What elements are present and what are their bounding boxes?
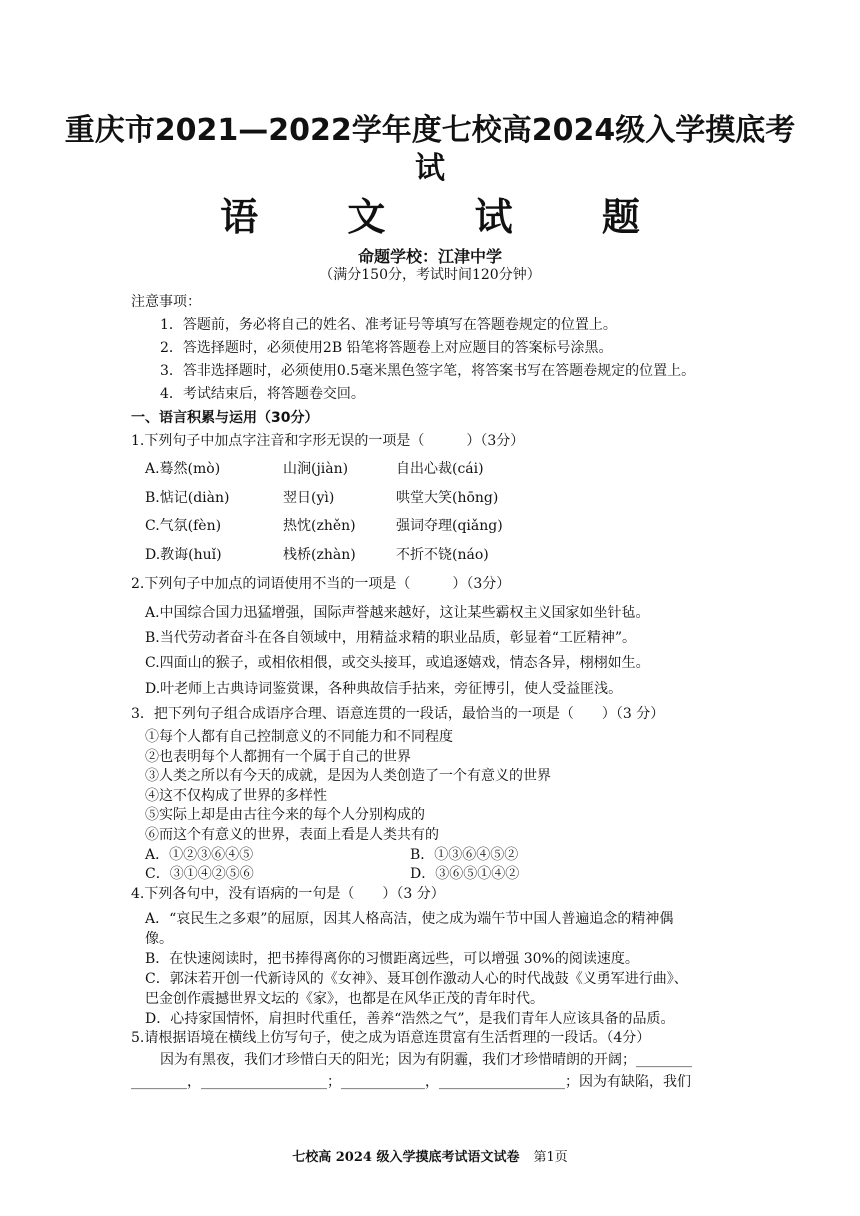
subject-title: 语 文 试 题 xyxy=(220,195,678,239)
exam-title-line1: 重庆市2021—2022学年度七校高2024级入学摸底考 xyxy=(64,113,796,148)
q2-option: B.当代劳动者奋斗在各自领域中，用精益求精的职业品质，彰显着“工匠精神”。 xyxy=(145,630,637,646)
q4-line: D．心持家国情怀，肩担时代重任，善养“浩然之气”，是我们青年人应该具备的品质。 xyxy=(145,1011,675,1027)
notice-item: 1．答题前，务必将自己的姓名、准考证号等填写在答题卷规定的位置上。 xyxy=(160,317,617,333)
notice-item: 4．考试结束后，将答题卷交回。 xyxy=(160,386,365,402)
q3-option: A．①②③⑥④⑤ xyxy=(145,847,254,863)
q1-option-cell: B.惦记(diàn) xyxy=(145,490,230,506)
q1-option-cell: D.教诲(huǐ) xyxy=(145,547,222,563)
score-time-line: （满分150分，考试时间120分钟） xyxy=(319,267,541,283)
school-line: 命题学校：江津中学 xyxy=(357,247,502,266)
notice-heading: 注意事项： xyxy=(131,294,201,310)
notice-item: 3．答非选择题时，必须使用0.5毫米黑色签字笔，将答案书写在答题卷规定的位置上。 xyxy=(160,363,696,379)
q5-line: 因为有黑夜，我们才珍惜白天的阳光；因为有阴霾，我们才珍惜晴朗的开阔；________ xyxy=(160,1052,692,1068)
q3-option: C．③①④②⑤⑥ xyxy=(145,866,254,882)
q2-option: D.叶老师上古典诗词鉴赏课，各种典故信手拈来，旁征博引，使人受益匪浅。 xyxy=(145,681,623,697)
q1-stem: 1.下列句子中加点字注音和字形无误的一项是（ ）（3分） xyxy=(131,433,525,449)
footer-text: 七校高 2024 级入学摸底考试语文试卷 xyxy=(292,1150,520,1165)
q3-option: D．③⑥⑤①④② xyxy=(410,866,520,882)
q1-option-cell: 不折不铙(náo) xyxy=(396,547,489,563)
q3-sentence: ④这不仅构成了世界的多样性 xyxy=(145,788,327,804)
q1-option-cell: 山涧(jiàn) xyxy=(283,461,349,477)
q5-line: ________，__________________；____________，__________________；因为有缺陷，我们 xyxy=(131,1074,691,1090)
q3-sentence: ⑤实际上却是由古往今来的每个人分别构成的 xyxy=(145,807,425,823)
q3-stem: 3．把下列句子组合成语序合理、语意连贯的一段话，最恰当的一项是（ ）（3 分） xyxy=(131,706,665,722)
q1-option-cell: 强词夺理(qiǎng) xyxy=(396,518,503,534)
q4-stem: 4.下列各句中，没有语病的一句是（ ）（3 分） xyxy=(131,886,445,902)
q1-option-cell: 热忱(zhěn) xyxy=(283,518,356,534)
q4-line: 巴金创作震撼世界文坛的《家》，也都是在风华正茂的青年时代。 xyxy=(145,991,544,1007)
q2-option: C.四面山的猴子，或相依相偎，或交头接耳，或追逐嬉戏，情态各异，栩栩如生。 xyxy=(145,655,650,671)
notice-item: 2．答选择题时，必须使用2B 铅笔将答题卷上对应题目的答案标号涂黑。 xyxy=(160,340,613,356)
q1-option-cell: A.蓦然(mò) xyxy=(145,461,221,477)
q5-stem: 5.请根据语境在横线上仿写句子，使之成为语意连贯富有生活哲理的一段话。（4分） xyxy=(131,1030,651,1046)
q1-option-cell: 自出心裁(cái) xyxy=(396,461,484,477)
q3-sentence: ①每个人都有自己控制意义的不同能力和不同程度 xyxy=(145,729,453,745)
q1-option-cell: 栈桥(zhàn) xyxy=(283,547,356,563)
exam-title-line2: 试 xyxy=(415,151,445,186)
q3-sentence: ⑥而这个有意义的世界，表面上看是人类共有的 xyxy=(145,827,439,843)
q1-option-cell: 哄堂大笑(hōng) xyxy=(396,490,499,506)
q4-line: C．郭沫若开创一代新诗风的《女神》、聂耳创作激动人心的时代战鼓《义勇军进行曲》、 xyxy=(145,971,688,987)
q2-option: A.中国综合国力迅猛增强，国际声誉越来越好，这让某些霸权主义国家如坐针毡。 xyxy=(145,605,650,621)
q4-line: B．在快速阅读时，把书捧得离你的习惯距离远些，可以增强 30%的阅读速度。 xyxy=(145,951,639,967)
section-heading: 一、语言积累与运用（30分） xyxy=(131,410,319,426)
q3-sentence: ③人类之所以有今天的成就，是因为人类创造了一个有意义的世界 xyxy=(145,768,551,784)
q1-option-cell: C.气氛(fèn) xyxy=(145,518,222,534)
page-footer xyxy=(0,1146,860,1165)
q4-line: A．“哀民生之多艰”的屈原，因其人格高洁，使之成为端午节中国人普遍追念的精神偶 xyxy=(145,911,674,927)
page-number: 第1页 xyxy=(533,1150,568,1165)
q3-sentence: ②也表明每个人都拥有一个属于自己的世界 xyxy=(145,749,411,765)
q1-option-cell: 翌日(yì) xyxy=(283,490,335,506)
q2-stem: 2.下列句子中加点的词语使用不当的一项是（ ）（3分） xyxy=(131,576,511,592)
q3-option: B．①③⑥④⑤② xyxy=(410,847,519,863)
q4-line: 像。 xyxy=(145,931,173,947)
